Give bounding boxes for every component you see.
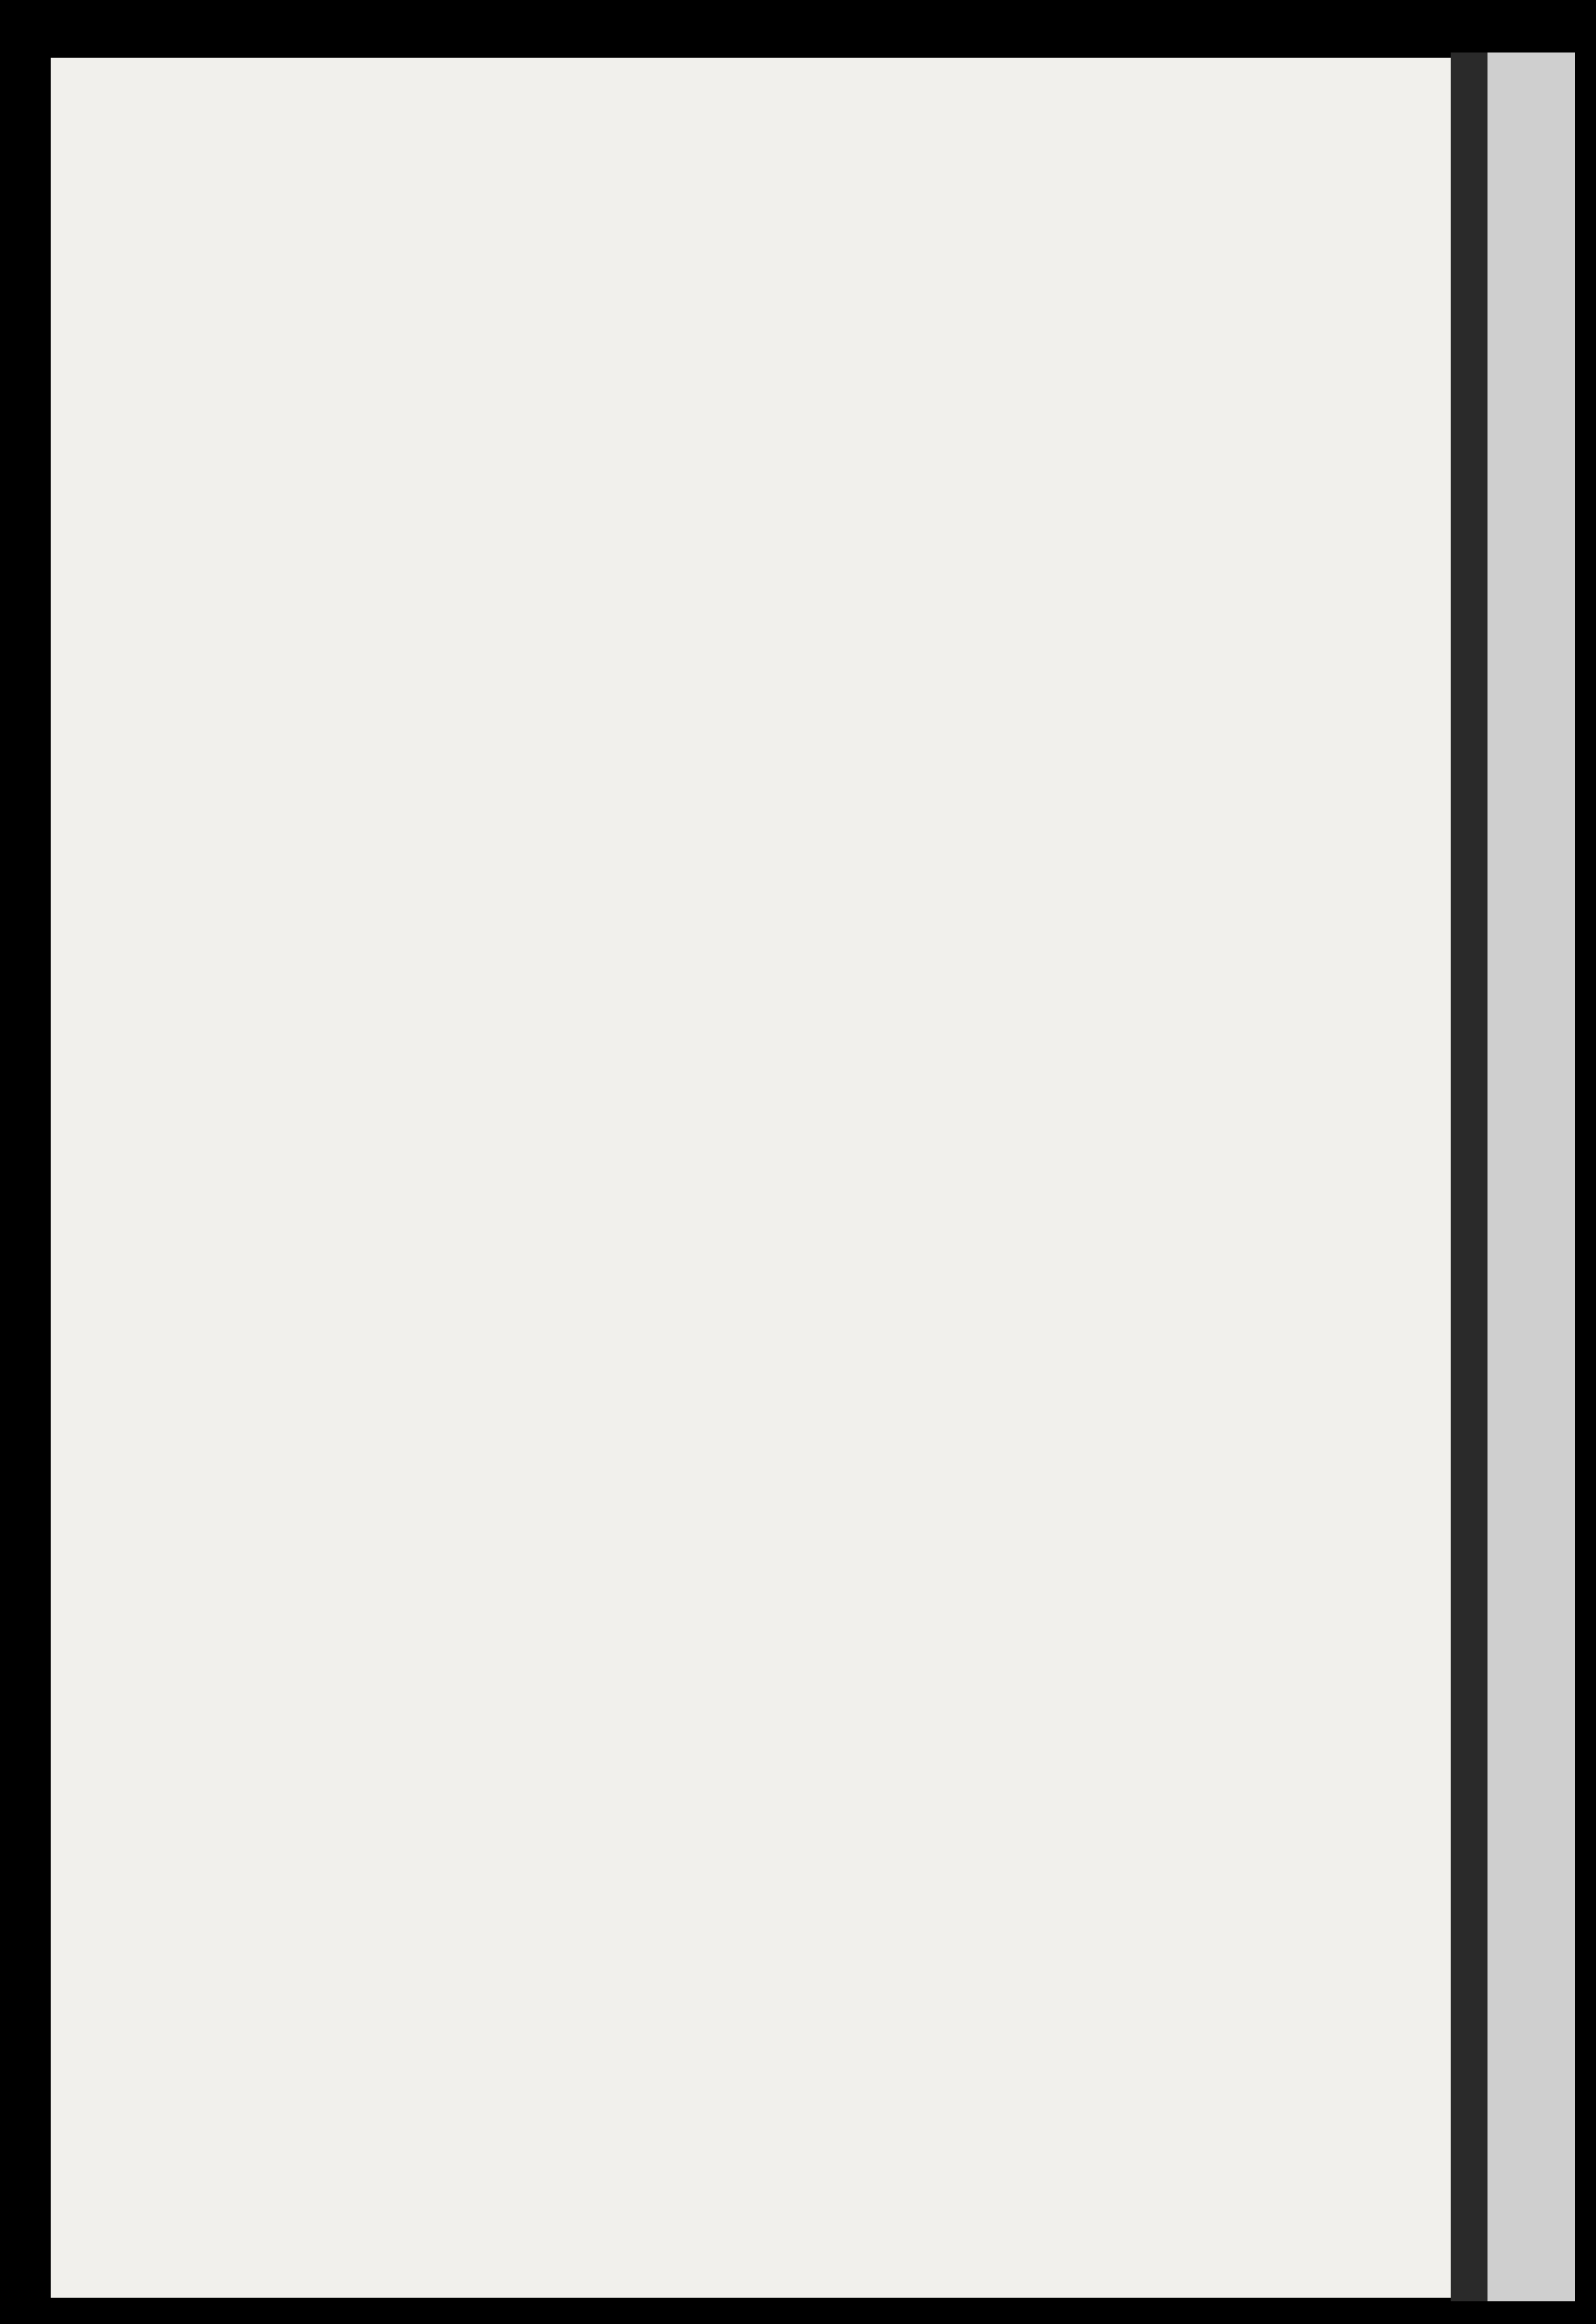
book-spine	[1451, 52, 1488, 2301]
book-cover-edge	[1488, 52, 1575, 2301]
document-page	[51, 58, 1451, 2298]
